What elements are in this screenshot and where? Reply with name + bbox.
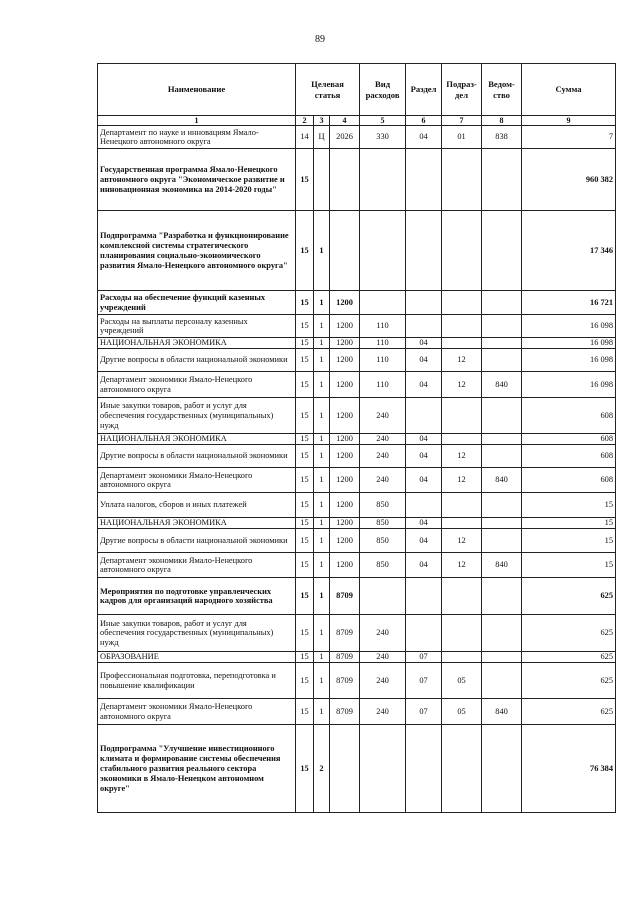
column-number: 3: [314, 116, 330, 126]
cell-section: [406, 291, 442, 315]
cell-section: [406, 315, 442, 338]
table-row: [98, 434, 616, 445]
cell-department: [482, 615, 522, 652]
cell-department: 840: [482, 468, 522, 493]
cell-amount: 15: [522, 493, 616, 518]
cell-department: [482, 349, 522, 372]
cell-amount: 608: [522, 434, 616, 445]
cell-subsection: 12: [442, 349, 482, 372]
cell-direction: 1200: [330, 349, 360, 372]
table-row: [98, 663, 616, 699]
cell-section: 04: [406, 445, 442, 468]
cell-amount: 76 384: [522, 725, 616, 813]
cell-amount: 16 098: [522, 338, 616, 349]
cell-section: 04: [406, 553, 442, 578]
row-name: НАЦИОНАЛЬНАЯ ЭКОНОМИКА: [98, 434, 296, 445]
cell-program: 15: [296, 615, 314, 652]
cell-program: 15: [296, 445, 314, 468]
cell-subsection: 12: [442, 553, 482, 578]
cell-subprogram: 1: [314, 398, 330, 434]
cell-subsection: [442, 493, 482, 518]
row-name: Государственная программа Ямало-Ненецкого автономного округа "Экономическое развитие и инновационная экономика на 2014-2020 годы": [98, 149, 296, 211]
cell-program: 15: [296, 652, 314, 663]
cell-direction: 1200: [330, 553, 360, 578]
header-section: Раздел: [406, 64, 442, 116]
cell-direction: 8709: [330, 699, 360, 725]
row-name: ОБРАЗОВАНИЕ: [98, 652, 296, 663]
row-name: Мероприятия по подготовке управленческих кадров для организаций народного хозяйства: [98, 578, 296, 615]
cell-expense-type: 110: [360, 349, 406, 372]
cell-department: [482, 529, 522, 553]
cell-department: [482, 149, 522, 211]
cell-expense-type: 240: [360, 663, 406, 699]
cell-amount: 16 721: [522, 291, 616, 315]
cell-program: 15: [296, 578, 314, 615]
cell-expense-type: 240: [360, 468, 406, 493]
table-row: [98, 518, 616, 529]
row-name: Департамент по науке и инновациям Ямало-Ненецкого автономного округа: [98, 126, 296, 149]
row-name: Подпрограмма "Разработка и функционирование комплексной системы стратегического планирования социально-экономического развития Ямало-Ненецкого автономного округа": [98, 211, 296, 291]
cell-direction: 8709: [330, 615, 360, 652]
table-row: [98, 445, 616, 468]
cell-direction: 1200: [330, 372, 360, 398]
cell-expense-type: [360, 211, 406, 291]
table-row: [98, 338, 616, 349]
cell-subsection: [442, 338, 482, 349]
cell-subprogram: Ц: [314, 126, 330, 149]
cell-section: 04: [406, 126, 442, 149]
cell-expense-type: 850: [360, 553, 406, 578]
cell-subsection: 12: [442, 529, 482, 553]
cell-subsection: 01: [442, 126, 482, 149]
table-row: [98, 398, 616, 434]
cell-amount: 16 098: [522, 372, 616, 398]
row-name: Расходы на обеспечение функций казенных учреждений: [98, 291, 296, 315]
cell-department: [482, 652, 522, 663]
cell-department: 840: [482, 553, 522, 578]
cell-expense-type: 850: [360, 493, 406, 518]
table-row: [98, 652, 616, 663]
cell-section: [406, 493, 442, 518]
row-name: Другие вопросы в области национальной экономики: [98, 445, 296, 468]
row-name: Уплата налогов, сборов и иных платежей: [98, 493, 296, 518]
cell-program: 15: [296, 468, 314, 493]
column-number: 1: [98, 116, 296, 126]
header-amount: Сумма: [522, 64, 616, 116]
table-row: [98, 493, 616, 518]
cell-program: 15: [296, 553, 314, 578]
table-row: [98, 529, 616, 553]
table-row: [98, 372, 616, 398]
cell-section: 04: [406, 338, 442, 349]
column-number: 7: [442, 116, 482, 126]
row-name: Иные закупки товаров, работ и услуг для обеспечения государственных (муниципальных) нужд: [98, 615, 296, 652]
table-row: [98, 126, 616, 149]
cell-program: 15: [296, 349, 314, 372]
cell-subprogram: 1: [314, 468, 330, 493]
cell-direction: 1200: [330, 445, 360, 468]
cell-direction: 1200: [330, 434, 360, 445]
cell-direction: 1200: [330, 529, 360, 553]
table-row: [98, 699, 616, 725]
cell-subprogram: 1: [314, 291, 330, 315]
cell-subprogram: 2: [314, 725, 330, 813]
cell-section: 04: [406, 518, 442, 529]
header-name: Наименование: [98, 64, 296, 116]
cell-section: 04: [406, 468, 442, 493]
cell-program: 15: [296, 493, 314, 518]
cell-subprogram: 1: [314, 445, 330, 468]
cell-program: 15: [296, 434, 314, 445]
row-name: НАЦИОНАЛЬНАЯ ЭКОНОМИКА: [98, 518, 296, 529]
row-name: Департамент экономики Ямало-Ненецкого автономного округа: [98, 553, 296, 578]
cell-amount: 15: [522, 518, 616, 529]
cell-subsection: [442, 315, 482, 338]
cell-program: 15: [296, 725, 314, 813]
cell-amount: 625: [522, 663, 616, 699]
cell-subprogram: 1: [314, 652, 330, 663]
cell-section: [406, 615, 442, 652]
cell-direction: [330, 211, 360, 291]
row-name: Департамент экономики Ямало-Ненецкого автономного округа: [98, 468, 296, 493]
cell-subsection: 12: [442, 468, 482, 493]
cell-expense-type: [360, 149, 406, 211]
cell-subprogram: 1: [314, 615, 330, 652]
cell-program: 15: [296, 372, 314, 398]
cell-department: [482, 518, 522, 529]
cell-subprogram: [314, 149, 330, 211]
cell-direction: [330, 725, 360, 813]
cell-department: [482, 578, 522, 615]
cell-program: 15: [296, 398, 314, 434]
cell-program: 15: [296, 529, 314, 553]
cell-subprogram: 1: [314, 578, 330, 615]
cell-expense-type: 240: [360, 652, 406, 663]
cell-expense-type: 110: [360, 372, 406, 398]
cell-section: 07: [406, 663, 442, 699]
cell-subprogram: 1: [314, 349, 330, 372]
cell-subsection: [442, 518, 482, 529]
cell-section: [406, 149, 442, 211]
cell-direction: 1200: [330, 338, 360, 349]
cell-section: [406, 725, 442, 813]
cell-amount: 608: [522, 468, 616, 493]
cell-subsection: [442, 615, 482, 652]
cell-department: [482, 445, 522, 468]
column-number: 6: [406, 116, 442, 126]
cell-direction: [330, 149, 360, 211]
cell-amount: 960 382: [522, 149, 616, 211]
cell-subsection: [442, 652, 482, 663]
row-name: Иные закупки товаров, работ и услуг для обеспечения государственных (муниципальных) нужд: [98, 398, 296, 434]
row-name: Другие вопросы в области национальной экономики: [98, 349, 296, 372]
cell-direction: 1200: [330, 493, 360, 518]
cell-subsection: [442, 291, 482, 315]
cell-subprogram: 1: [314, 529, 330, 553]
cell-program: 15: [296, 663, 314, 699]
row-name: Расходы на выплаты персоналу казенных учреждений: [98, 315, 296, 338]
cell-department: [482, 291, 522, 315]
row-name: Департамент экономики Ямало-Ненецкого автономного округа: [98, 372, 296, 398]
cell-section: 04: [406, 349, 442, 372]
cell-direction: 8709: [330, 663, 360, 699]
cell-department: [482, 434, 522, 445]
row-name: Другие вопросы в области национальной экономики: [98, 529, 296, 553]
cell-expense-type: [360, 725, 406, 813]
column-number: 2: [296, 116, 314, 126]
cell-program: 15: [296, 699, 314, 725]
cell-subprogram: 1: [314, 553, 330, 578]
cell-subsection: [442, 434, 482, 445]
cell-amount: 16 098: [522, 349, 616, 372]
cell-direction: 1200: [330, 291, 360, 315]
header-row: [98, 64, 616, 116]
column-number: 4: [330, 116, 360, 126]
cell-subsection: 05: [442, 699, 482, 725]
table-row: [98, 291, 616, 315]
cell-expense-type: 330: [360, 126, 406, 149]
cell-expense-type: 240: [360, 445, 406, 468]
header-target-article: Целевая статья: [296, 64, 360, 116]
cell-amount: 625: [522, 578, 616, 615]
cell-expense-type: 240: [360, 615, 406, 652]
cell-section: 07: [406, 699, 442, 725]
table-row: [98, 468, 616, 493]
cell-department: [482, 315, 522, 338]
cell-amount: 16 098: [522, 315, 616, 338]
cell-department: [482, 398, 522, 434]
cell-amount: 625: [522, 699, 616, 725]
cell-program: 15: [296, 518, 314, 529]
cell-subprogram: 1: [314, 372, 330, 398]
cell-subprogram: 1: [314, 663, 330, 699]
cell-expense-type: 110: [360, 338, 406, 349]
column-number: 9: [522, 116, 616, 126]
table-row: [98, 725, 616, 813]
cell-department: 840: [482, 372, 522, 398]
header-expense-type: Вид расходов: [360, 64, 406, 116]
cell-section: 04: [406, 434, 442, 445]
cell-program: 15: [296, 315, 314, 338]
cell-department: [482, 725, 522, 813]
cell-program: 15: [296, 211, 314, 291]
cell-direction: 8709: [330, 578, 360, 615]
cell-subprogram: 1: [314, 699, 330, 725]
cell-subsection: 12: [442, 445, 482, 468]
header-subsection: Подраз-дел: [442, 64, 482, 116]
cell-direction: 1200: [330, 398, 360, 434]
table-row: [98, 349, 616, 372]
cell-program: 15: [296, 338, 314, 349]
cell-amount: 7: [522, 126, 616, 149]
cell-section: 04: [406, 529, 442, 553]
cell-department: 840: [482, 699, 522, 725]
cell-expense-type: 240: [360, 398, 406, 434]
cell-department: 838: [482, 126, 522, 149]
cell-section: [406, 578, 442, 615]
cell-expense-type: [360, 291, 406, 315]
cell-amount: 15: [522, 529, 616, 553]
cell-subsection: 05: [442, 663, 482, 699]
table-row: [98, 149, 616, 211]
cell-subprogram: 1: [314, 493, 330, 518]
cell-expense-type: 850: [360, 518, 406, 529]
cell-expense-type: 240: [360, 434, 406, 445]
column-number-row: [98, 116, 616, 126]
cell-subprogram: 1: [314, 434, 330, 445]
table-row: [98, 578, 616, 615]
row-name: Департамент экономики Ямало-Ненецкого автономного округа: [98, 699, 296, 725]
cell-amount: 17 346: [522, 211, 616, 291]
cell-section: 04: [406, 372, 442, 398]
row-name: Профессиональная подготовка, переподготовка и повышение квалификации: [98, 663, 296, 699]
cell-direction: 8709: [330, 652, 360, 663]
row-name: НАЦИОНАЛЬНАЯ ЭКОНОМИКА: [98, 338, 296, 349]
cell-expense-type: 240: [360, 699, 406, 725]
cell-department: [482, 663, 522, 699]
cell-program: 15: [296, 149, 314, 211]
cell-subsection: 12: [442, 372, 482, 398]
cell-amount: 15: [522, 553, 616, 578]
cell-section: [406, 398, 442, 434]
cell-department: [482, 493, 522, 518]
cell-subsection: [442, 725, 482, 813]
cell-subsection: [442, 398, 482, 434]
cell-subsection: [442, 149, 482, 211]
cell-subprogram: 1: [314, 211, 330, 291]
column-number: 5: [360, 116, 406, 126]
budget-table: [97, 63, 616, 813]
cell-program: 14: [296, 126, 314, 149]
row-name: Подпрограмма "Улучшение инвестиционного климата и формирование системы обеспечения стабильного развития реального сектора экономики в Ямало-Ненецком автономном округе": [98, 725, 296, 813]
cell-amount: 608: [522, 398, 616, 434]
page-number: 89: [315, 34, 325, 45]
cell-direction: 2026: [330, 126, 360, 149]
table-row: [98, 315, 616, 338]
cell-direction: 1200: [330, 518, 360, 529]
column-number: 8: [482, 116, 522, 126]
cell-program: 15: [296, 291, 314, 315]
cell-subprogram: 1: [314, 338, 330, 349]
header-department: Ведом-ство: [482, 64, 522, 116]
cell-direction: 1200: [330, 468, 360, 493]
table-row: [98, 211, 616, 291]
table-row: [98, 615, 616, 652]
cell-subprogram: 1: [314, 315, 330, 338]
cell-expense-type: 110: [360, 315, 406, 338]
cell-subsection: [442, 578, 482, 615]
cell-expense-type: 850: [360, 529, 406, 553]
cell-subprogram: 1: [314, 518, 330, 529]
table-row: [98, 553, 616, 578]
cell-department: [482, 338, 522, 349]
cell-department: [482, 211, 522, 291]
cell-amount: 625: [522, 615, 616, 652]
cell-expense-type: [360, 578, 406, 615]
cell-section: 07: [406, 652, 442, 663]
cell-amount: 608: [522, 445, 616, 468]
cell-section: [406, 211, 442, 291]
cell-amount: 625: [522, 652, 616, 663]
cell-direction: 1200: [330, 315, 360, 338]
cell-subsection: [442, 211, 482, 291]
